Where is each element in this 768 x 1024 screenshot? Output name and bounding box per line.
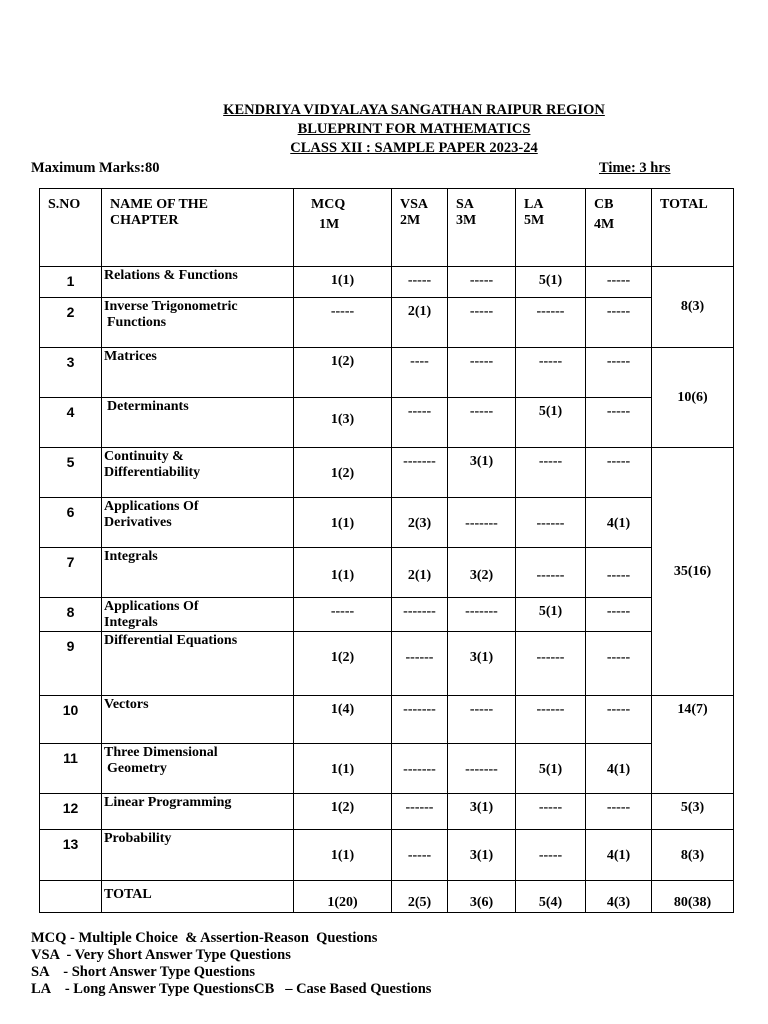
table-row — [40, 744, 734, 794]
row-chapter-line1: Probability — [104, 831, 172, 846]
row-cb: 4(1) — [586, 744, 652, 794]
row-chapter — [102, 298, 294, 348]
row-chapter — [102, 267, 294, 298]
total-vsa: 2(5) — [392, 881, 448, 913]
row-chapter-line1: Inverse Trigonometric — [104, 299, 238, 314]
row-mcq: ----- — [294, 298, 392, 348]
blueprint-table — [39, 188, 734, 913]
row-sno: 3 — [40, 348, 102, 398]
row-cb: ----- — [586, 298, 652, 348]
row-chapter — [102, 398, 294, 448]
row-sa: ----- — [448, 696, 516, 744]
row-sa: ----- — [448, 398, 516, 448]
row-vsa: ------- — [392, 598, 448, 632]
row-sa: 3(2) — [448, 548, 516, 598]
header-sno — [40, 189, 102, 267]
header-chapter — [102, 189, 294, 267]
row-chapter-line1: Applications Of — [104, 599, 199, 614]
row-vsa: ---- — [392, 348, 448, 398]
legend-vsa: VSA - Very Short Answer Type Questions — [31, 947, 291, 963]
row-vsa: ------ — [392, 794, 448, 830]
group-total: 8(3) — [652, 267, 734, 348]
row-sa: ----- — [448, 267, 516, 298]
row-chapter-line2: Geometry — [107, 761, 167, 776]
row-sa: ------- — [448, 498, 516, 548]
row-la: ------ — [516, 548, 586, 598]
total-la: 5(4) — [516, 881, 586, 913]
row-sa: 3(1) — [448, 448, 516, 498]
row-cb: ----- — [586, 696, 652, 744]
exam-time: Time: 3 hrs — [599, 160, 671, 176]
table-row — [40, 498, 734, 548]
row-mcq: 1(2) — [294, 348, 392, 398]
grand-total: 80(38) — [652, 881, 734, 913]
row-cb: ----- — [586, 448, 652, 498]
row-chapter-line2: Integrals — [104, 615, 158, 630]
row-la: ------ — [516, 298, 586, 348]
row-mcq: ----- — [294, 598, 392, 632]
row-la: 5(1) — [516, 744, 586, 794]
table-row — [40, 398, 734, 448]
header-la — [516, 189, 586, 267]
row-sno: 8 — [40, 598, 102, 632]
legend-mcq: MCQ - Multiple Choice & Assertion-Reason Questions — [31, 930, 378, 946]
row-la: ----- — [516, 448, 586, 498]
row-la: ----- — [516, 830, 586, 881]
row-cb: ----- — [586, 632, 652, 696]
header-sa-line2: 3M — [456, 213, 477, 228]
row-mcq: 1(2) — [294, 794, 392, 830]
row-vsa: 2(1) — [392, 298, 448, 348]
row-mcq: 1(1) — [294, 267, 392, 298]
row-cb: ----- — [586, 548, 652, 598]
group-total: 5(3) — [652, 794, 734, 830]
row-vsa: ------ — [392, 632, 448, 696]
table-row — [40, 348, 734, 398]
total-sa: 3(6) — [448, 881, 516, 913]
row-chapter — [102, 632, 294, 696]
row-cb: 4(1) — [586, 830, 652, 881]
table-row — [40, 548, 734, 598]
header-cb-line1: CB — [594, 197, 614, 212]
row-vsa: ------- — [392, 744, 448, 794]
row-vsa: ----- — [392, 398, 448, 448]
total-row-label: TOTAL — [102, 881, 294, 913]
total-mcq: 1(20) — [294, 881, 392, 913]
header-la-line2: 5M — [524, 213, 545, 228]
header-cb-line2: 4M — [594, 217, 615, 232]
header-sa — [448, 189, 516, 267]
row-mcq: 1(1) — [294, 548, 392, 598]
header-total — [652, 189, 734, 267]
maximum-marks: Maximum Marks:80 — [31, 160, 160, 176]
header-vsa-line2: 2M — [400, 213, 421, 228]
row-mcq: 1(2) — [294, 448, 392, 498]
row-la: ------ — [516, 632, 586, 696]
table-row — [40, 632, 734, 696]
row-vsa: 2(1) — [392, 548, 448, 598]
header-la-line1: LA — [524, 197, 544, 212]
header-cb — [586, 189, 652, 267]
row-chapter-line2: Functions — [107, 315, 167, 330]
row-cb: ----- — [586, 398, 652, 448]
header-chapter-line2: CHAPTER — [110, 213, 179, 228]
row-sno: 5 — [40, 448, 102, 498]
row-sa: ----- — [448, 298, 516, 348]
row-mcq: 1(1) — [294, 830, 392, 881]
total-row-sno — [40, 881, 102, 913]
row-sno: 13 — [40, 830, 102, 881]
row-sno: 4 — [40, 398, 102, 448]
header-mcq-line2: 1M — [319, 217, 340, 232]
row-chapter-line2: Differentiability — [104, 465, 201, 480]
row-sno: 6 — [40, 498, 102, 548]
table-row — [40, 830, 734, 881]
row-chapter-line1: Continuity & — [104, 449, 184, 464]
row-la: ----- — [516, 348, 586, 398]
row-la: 5(1) — [516, 267, 586, 298]
row-sno: 7 — [40, 548, 102, 598]
row-la: ----- — [516, 794, 586, 830]
row-vsa: ----- — [392, 830, 448, 881]
row-sa: 3(1) — [448, 830, 516, 881]
table-header-row — [40, 189, 734, 267]
header-mcq-line1: MCQ — [311, 197, 346, 212]
row-chapter-line1: Linear Programming — [104, 795, 232, 810]
total-cb: 4(3) — [586, 881, 652, 913]
group-total: 14(7) — [652, 696, 734, 794]
group-total: 35(16) — [652, 448, 734, 696]
header-total-label: TOTAL — [660, 197, 708, 212]
row-chapter — [102, 448, 294, 498]
table-row — [40, 298, 734, 348]
row-sno: 10 — [40, 696, 102, 744]
row-chapter — [102, 696, 294, 744]
group-total: 10(6) — [652, 348, 734, 448]
row-vsa: ----- — [392, 267, 448, 298]
table-row — [40, 448, 734, 498]
row-mcq: 1(3) — [294, 398, 392, 448]
row-vsa: ------- — [392, 696, 448, 744]
row-cb: ----- — [586, 267, 652, 298]
row-vsa: 2(3) — [392, 498, 448, 548]
row-sno: 1 — [40, 267, 102, 298]
row-chapter-line1: Applications Of — [104, 499, 199, 514]
table-row — [40, 794, 734, 830]
row-vsa: ------- — [392, 448, 448, 498]
row-cb: 4(1) — [586, 498, 652, 548]
row-sa: 3(1) — [448, 794, 516, 830]
row-chapter — [102, 744, 294, 794]
header-class: CLASS XII : SAMPLE PAPER 2023-24 — [290, 140, 538, 156]
row-chapter-line1: Three Dimensional — [104, 745, 218, 760]
header-title: KENDRIYA VIDYALAYA SANGATHAN RAIPUR REGION — [223, 102, 605, 118]
row-cb: ----- — [586, 794, 652, 830]
row-la: 5(1) — [516, 398, 586, 448]
row-chapter-line1: Matrices — [104, 349, 157, 364]
row-chapter-line1: Integrals — [104, 549, 158, 564]
row-chapter-line2: Derivatives — [104, 515, 172, 530]
row-mcq: 1(1) — [294, 498, 392, 548]
row-chapter-line1: Relations & Functions — [104, 268, 238, 283]
row-chapter-line1: Determinants — [107, 399, 189, 414]
legend — [31, 930, 431, 998]
header-subject: BLUEPRINT FOR MATHEMATICS — [297, 121, 531, 137]
header-chapter-line1: NAME OF THE — [110, 197, 209, 212]
row-mcq: 1(2) — [294, 632, 392, 696]
row-chapter-line1: Differential Equations — [104, 633, 238, 648]
row-sno: 2 — [40, 298, 102, 348]
row-la: ------ — [516, 498, 586, 548]
header-sa-line1: SA — [456, 197, 474, 212]
legend-sa: SA - Short Answer Type Questions — [31, 964, 255, 980]
header-sno-label: S.NO — [48, 197, 81, 212]
row-la: 5(1) — [516, 598, 586, 632]
row-chapter-line1: Vectors — [104, 697, 149, 712]
table-row — [40, 598, 734, 632]
group-total: 8(3) — [652, 830, 734, 881]
row-chapter — [102, 498, 294, 548]
row-chapter — [102, 548, 294, 598]
table-row — [40, 696, 734, 744]
row-la: ------ — [516, 696, 586, 744]
row-chapter — [102, 830, 294, 881]
total-row — [40, 881, 734, 913]
header-vsa-line1: VSA — [400, 197, 429, 212]
row-cb: ----- — [586, 598, 652, 632]
row-chapter — [102, 598, 294, 632]
header-vsa — [392, 189, 448, 267]
header-mcq — [294, 189, 392, 267]
row-cb: ----- — [586, 348, 652, 398]
table-row — [40, 267, 734, 298]
row-sa: ----- — [448, 348, 516, 398]
legend-la-cb: LA - Long Answer Type QuestionsCB – Case Based Questions — [31, 981, 432, 997]
row-chapter — [102, 348, 294, 398]
row-sa: ------- — [448, 598, 516, 632]
row-sa: 3(1) — [448, 632, 516, 696]
row-chapter — [102, 794, 294, 830]
row-sa: ------- — [448, 744, 516, 794]
row-mcq: 1(4) — [294, 696, 392, 744]
row-sno: 12 — [40, 794, 102, 830]
row-sno: 9 — [40, 632, 102, 696]
row-sno: 11 — [40, 744, 102, 794]
row-mcq: 1(1) — [294, 744, 392, 794]
